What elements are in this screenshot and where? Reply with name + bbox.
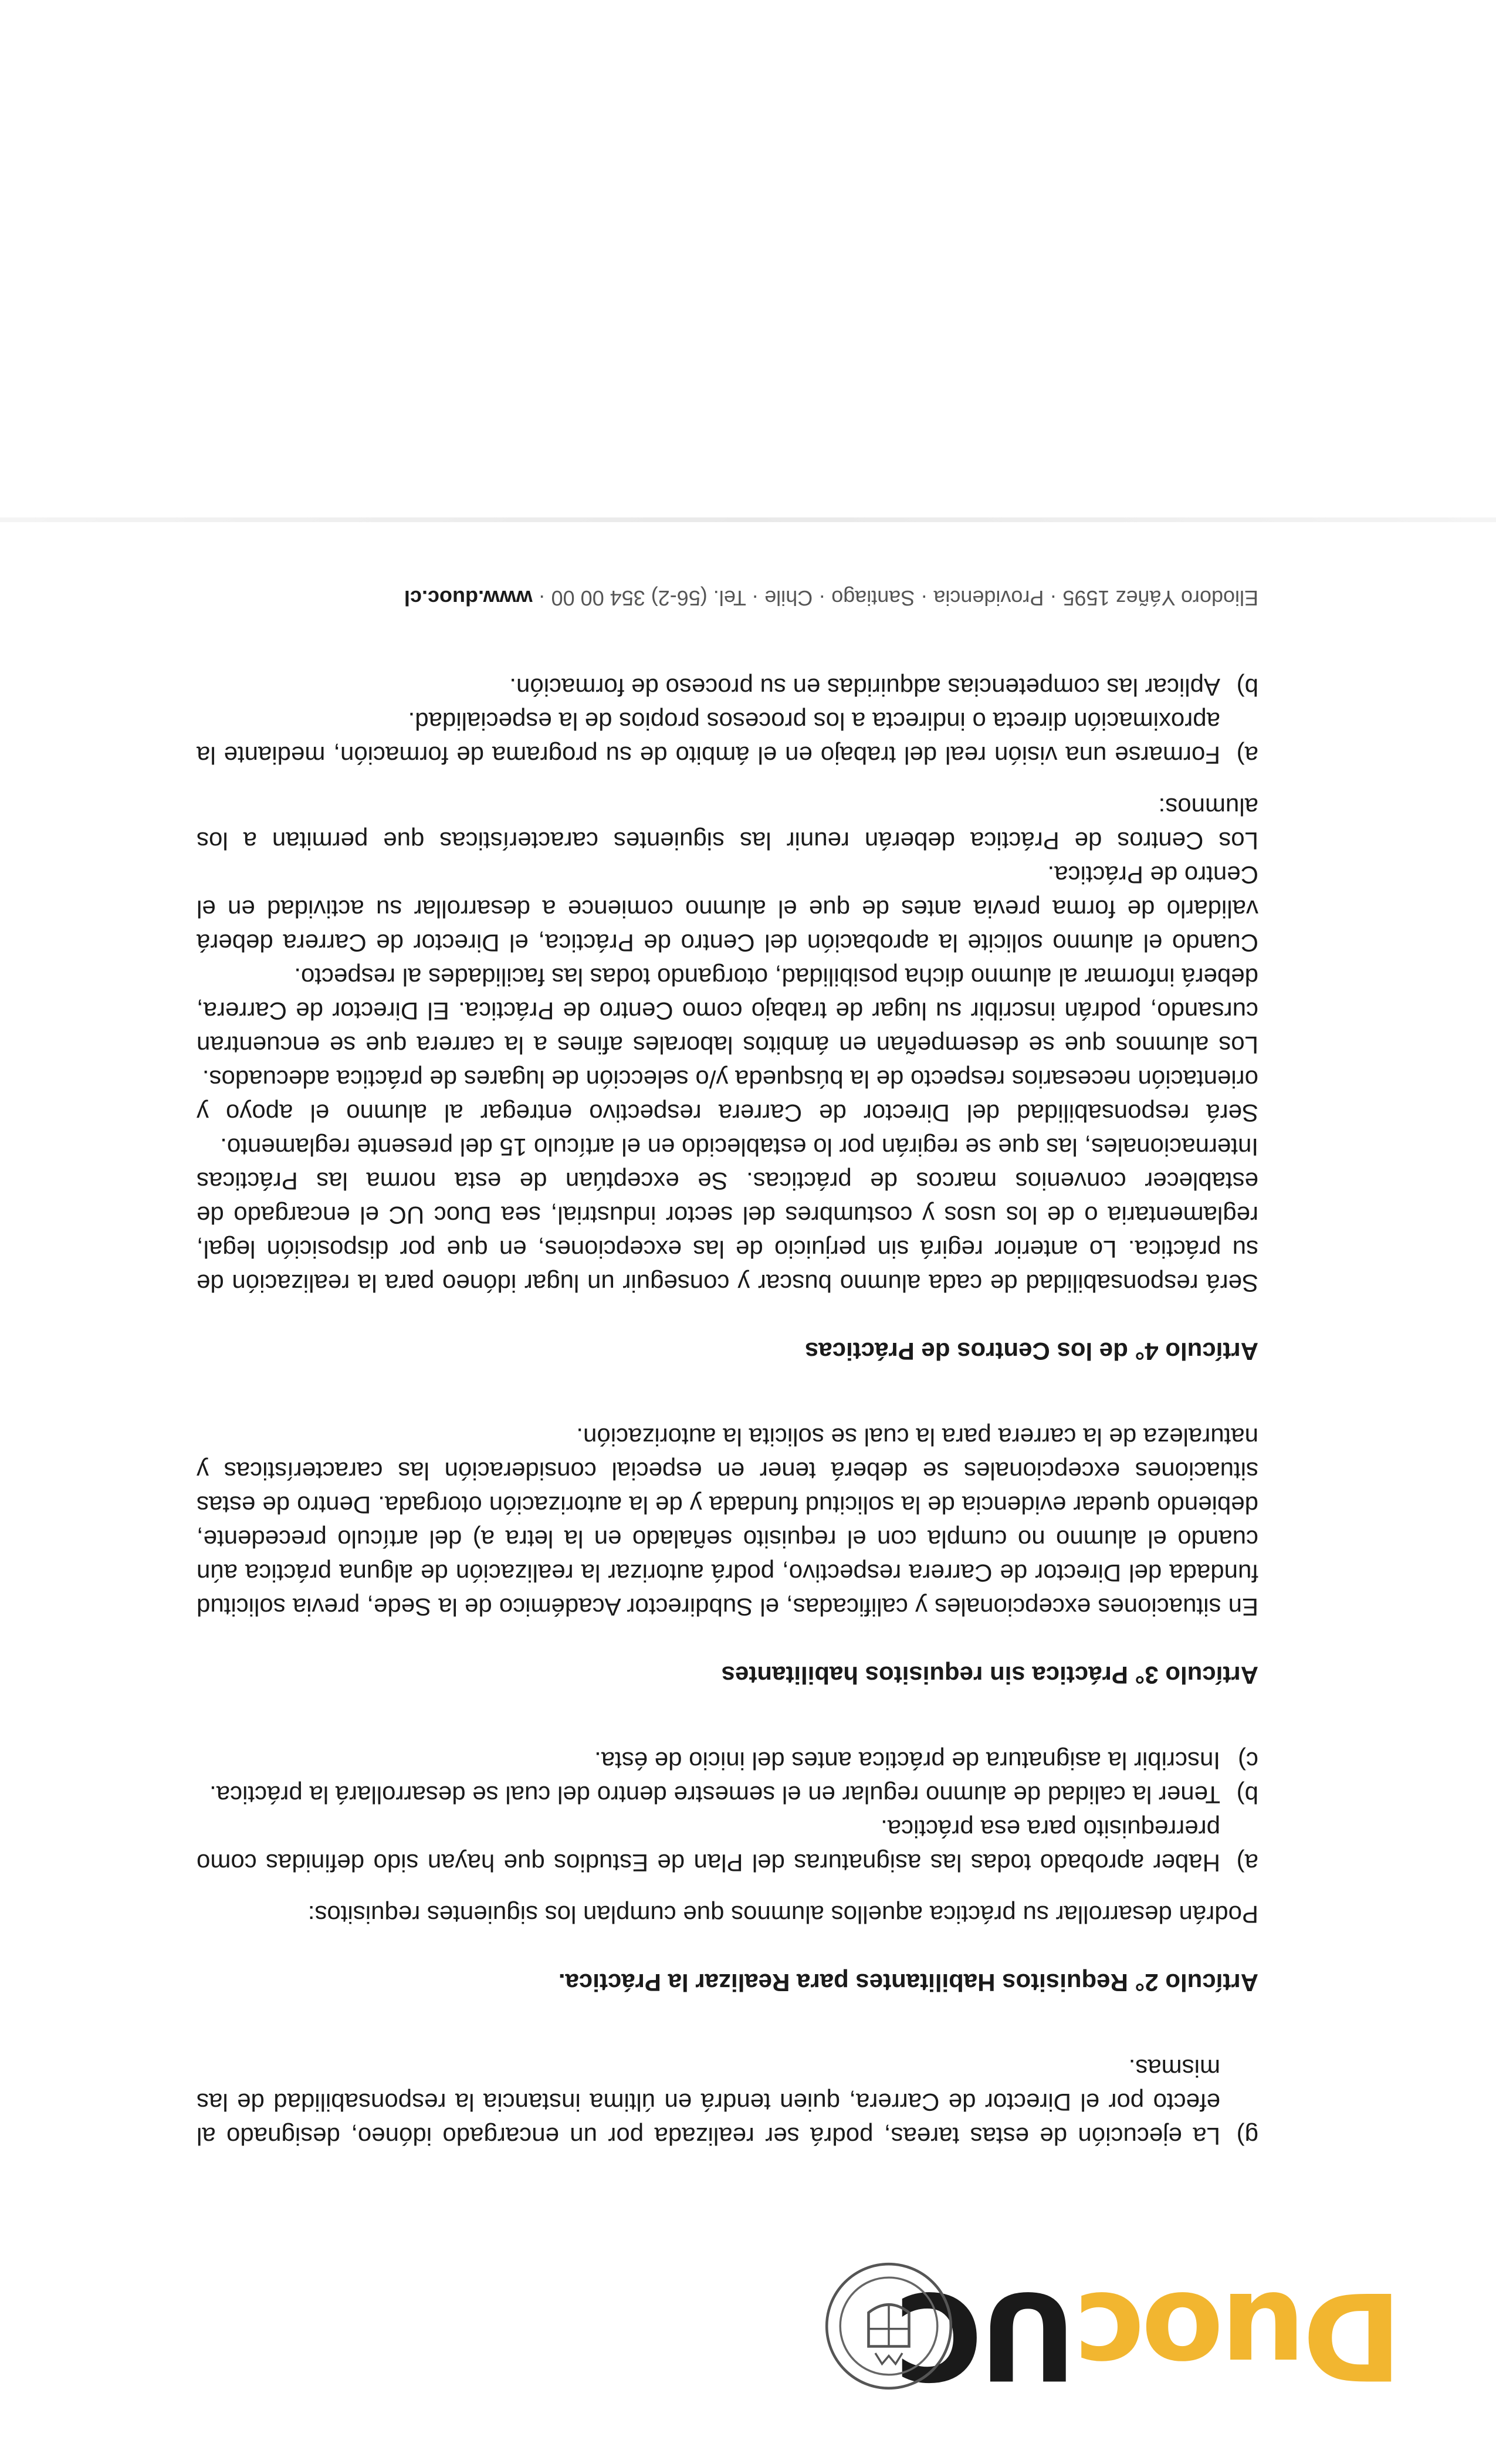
list-item: b) Tener la calidad de alumno regular en el semestre dentro del cual se desarrollará la práctica. bbox=[209, 1781, 1258, 1809]
list-item: a) Haber aprobado todas las asignaturas del Plan de Estudios que hayan sido definidas como prerrequisito para esa práctica. bbox=[197, 1815, 1258, 1877]
article-4-heading: Artículo 4° de los Centros de Prácticas bbox=[804, 1338, 1258, 1365]
page-footer bbox=[404, 585, 1258, 610]
university-seal-icon bbox=[821, 2259, 956, 2394]
logo-uc-text: UC bbox=[898, 2265, 1077, 2405]
document-body bbox=[197, 670, 1258, 2153]
scan-edge bbox=[0, 517, 1496, 522]
footer-website-link[interactable]: www.duoc.cl bbox=[404, 586, 533, 610]
document-sheet bbox=[0, 522, 1473, 2464]
article-4-paragraph-1: Será responsabilidad de cada alumno buscar y conseguir un lugar idóneo para la realización de su práctica. Lo anterior regirá sin perjuicio de las excepciones, en que por disposición legal, reglamentaria o de los usos y costumbres del sector industrial, sea Duoc UC el encargado de establecer convenios marcos de prácticas. Se exceptúan de esta norma las Prácticas Internacionales, las que se regirán por lo establecido en el artículo 15 del presente reglamento. bbox=[197, 1133, 1258, 1297]
article-4-paragraph-4: Cuando el alumno solicite la aprobación del Centro de Práctica, el Director de Carrera deberá validarlo de forma previa antes de que el alumno comience a desarrollar su actividad en el Centro de Práctica. bbox=[197, 861, 1258, 957]
article-4-paragraph-2: Será responsabilidad del Director de Carrera respectivo entregar al alumno el apoyo y orientación necesarios respecto de la búsqueda y/o selección de lugares de práctica adecuados. bbox=[197, 1065, 1258, 1127]
list-item: c) Inscribir la asignatura de práctica antes del inicio de ésta. bbox=[594, 1747, 1258, 1775]
list-item: a) Formarse una visión real del trabajo en el ámbito de su programa de formación, mediante la aproximación directa o indirecta a los procesos propios de la especialidad. bbox=[197, 708, 1258, 769]
article-4-paragraph-5: Los Centros de Práctica deberán reunir las siguientes características que permitan a los alumnos: bbox=[197, 793, 1258, 855]
article-3-text: En situaciones excepcionales y calificadas, el Subdirector Académico de la Sede, previa solicitud fundada del Director de Carrera respectivo, podrá autorizar la realización de alguna práctica aún cuando el alumno no cumpla con el requisito señalado en la letra a) del artículo precedente, debiendo quedar evidencia de la solicitud fundada y de la autorización otorgada. Dentro de estas situaciones excepcionales se deberá tener en especial consideración las características y naturaleza de la carrera para la cual se solicita la autorización. bbox=[197, 1423, 1258, 1621]
list-item: b) Aplicar las competencias adquiridas en su proceso de formación. bbox=[509, 673, 1258, 701]
article-2-heading: Artículo 2° Requisitos Habilitantes para Realizar la Práctica. bbox=[558, 1969, 1258, 1996]
duoc-uc-logo bbox=[862, 2241, 1402, 2405]
article-2-intro: Podrán desarrollar su práctica aquellos alumnos que cumplan los siguientes requisitos: bbox=[307, 1901, 1258, 1928]
list-item: g) La ejecución de estas tareas, podrá ser realizada por un encargado idóneo, designado al efecto por el Director de Carrera, quien tendrá en última instancia la responsabilidad de las mismas. bbox=[197, 2055, 1258, 2150]
article-4-paragraph-3: Los alumnos que se desempeñan en ámbitos laborales afines a la carrera que se encuentran cursando, podrán inscribir su lugar de trabajo como Centro de Práctica. El Director de Carrera, deberá informar al alumno dicha posibilidad, otorgando todas las facilidades al respecto. bbox=[197, 963, 1258, 1059]
article-3-heading: Artículo 3° Práctica sin requisitos habilitantes bbox=[721, 1661, 1258, 1689]
footer-address: Eliodoro Yáñez 1595 · Providencia · Santiago · Chile · Tel. (56-2) 354 00 00 · bbox=[532, 586, 1258, 610]
logo-duoc-text: Duoc bbox=[1077, 2265, 1402, 2405]
